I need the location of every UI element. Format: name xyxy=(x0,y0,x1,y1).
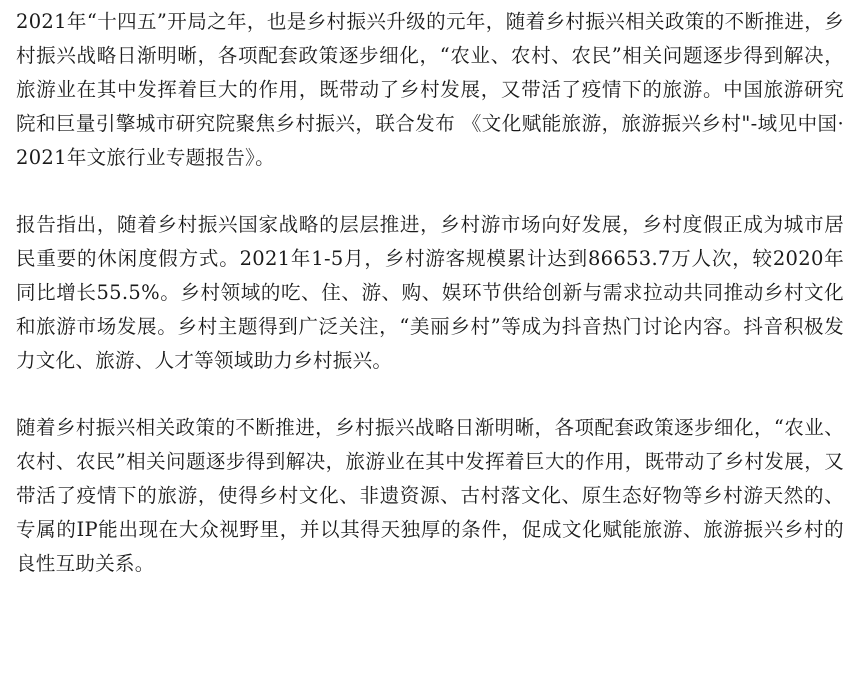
paragraph-intro: 2021年“十四五”开局之年，也是乡村振兴升级的元年，随着乡村振兴相关政策的不断推进，乡村振兴战略日渐明晰，各项配套政策逐步细化，“农业、农村、农民”相关问题逐步得到解决，旅游业在其中发挥着巨大的作用，既带动了乡村发展，又带活了疫情下的旅游。中国旅游研究院和巨量引擎城市研究院聚焦乡村振兴，联合发布 《文化赋能旅游，旅游振兴乡村"-域见中国·2021年文旅行业专题报告》。 xyxy=(16,10,844,169)
paragraph-report-findings: 报告指出，随着乡村振兴国家战略的层层推进，乡村游市场向好发展，乡村度假正成为城市居民重要的休闲度假方式。2021年1-5月，乡村游客规模累计达到86653.7万人次，较2020年同比增长55.5%。乡村领域的吃、住、游、购、娱环节供给创新与需求拉动共同推动乡村文化和旅游市场发展。乡村主题得到广泛关注，“美丽乡村”等成为抖音热门讨论内容。抖音积极发力文化、旅游、人才等领域助力乡村振兴。 xyxy=(16,213,844,372)
article-body xyxy=(16,5,844,581)
paragraph-conclusion: 随着乡村振兴相关政策的不断推进，乡村振兴战略日渐明晰，各项配套政策逐步细化，“农业、农村、农民”相关问题逐步得到解决，旅游业在其中发挥着巨大的作用，既带动了乡村发展，又带活了疫情下的旅游，使得乡村文化、非遗资源、古村落文化、原生态好物等乡村游天然的、专属的IP能出现在大众视野里，并以其得天独厚的条件，促成文化赋能旅游、旅游振兴乡村的良性互助关系。 xyxy=(16,416,844,575)
